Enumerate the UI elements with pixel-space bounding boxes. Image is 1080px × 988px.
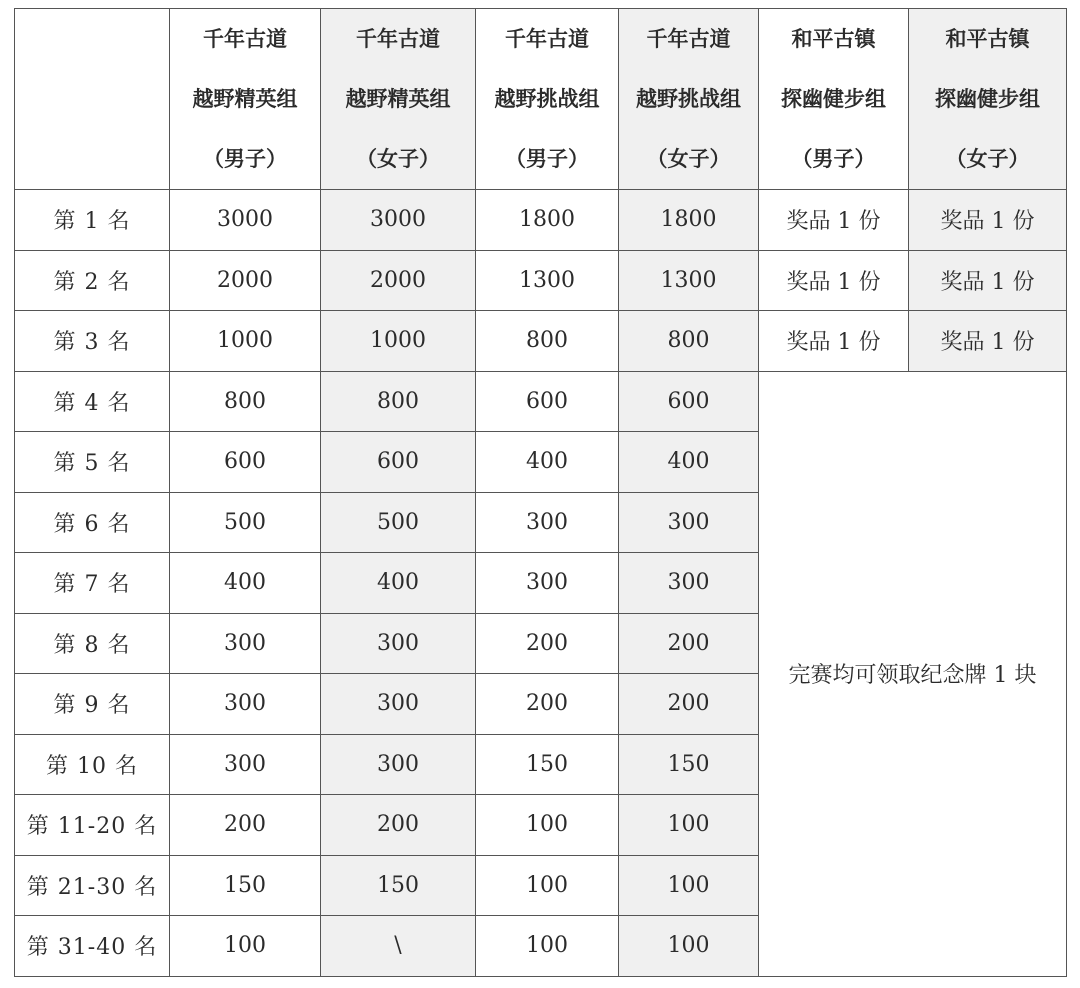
table-cell: 800 — [619, 311, 759, 372]
table-cell: 300 — [476, 553, 619, 614]
table-cell: 300 — [321, 613, 476, 674]
header-walk-men — [759, 9, 909, 190]
header-walk-women — [909, 9, 1067, 190]
table-cell: 100 — [619, 795, 759, 856]
rank-cell: 第 21-30 名 — [15, 855, 170, 916]
table-cell: 800 — [321, 371, 476, 432]
rank-cell: 第 2 名 — [15, 250, 170, 311]
rank-cell: 第 9 名 — [15, 674, 170, 735]
header-line: 千年古道 — [356, 26, 440, 51]
header-line: 和平古镇 — [945, 26, 1030, 51]
table-cell: 300 — [619, 553, 759, 614]
table-cell: 1000 — [170, 311, 321, 372]
table-cell: 150 — [476, 734, 619, 795]
table-cell: 600 — [321, 432, 476, 493]
table-cell: 1000 — [321, 311, 476, 372]
corner-cell — [15, 9, 170, 190]
table-cell: 100 — [476, 855, 619, 916]
header-line: 千年古道 — [203, 26, 287, 51]
header-line: （男子） — [791, 146, 876, 171]
table-cell: 100 — [476, 916, 619, 977]
table-cell: 奖品 1 份 — [909, 190, 1067, 251]
header-line: 越野挑战组 — [494, 86, 600, 111]
merged-note-cell: 完赛均可领取纪念牌 1 块 — [759, 371, 1067, 976]
table-cell: 1300 — [476, 250, 619, 311]
table-cell: 300 — [619, 492, 759, 553]
table-cell: 600 — [619, 371, 759, 432]
header-line: 越野精英组 — [192, 86, 298, 111]
header-line: 和平古镇 — [791, 26, 876, 51]
table-cell: 1300 — [619, 250, 759, 311]
table-row — [15, 311, 1067, 372]
table-cell: 100 — [476, 795, 619, 856]
rank-cell: 第 4 名 — [15, 371, 170, 432]
header-line: （男子） — [505, 146, 589, 171]
table-cell: 200 — [170, 795, 321, 856]
table-cell: 1800 — [619, 190, 759, 251]
header-challenge-men — [476, 9, 619, 190]
table-cell: 500 — [170, 492, 321, 553]
table-row — [15, 250, 1067, 311]
table-cell: 奖品 1 份 — [759, 311, 909, 372]
header-line: 探幽健步组 — [935, 86, 1040, 111]
table-cell: 400 — [170, 553, 321, 614]
table-cell: 800 — [170, 371, 321, 432]
header-line: 越野精英组 — [345, 86, 451, 111]
header-elite-men — [170, 9, 321, 190]
table-cell: 奖品 1 份 — [909, 311, 1067, 372]
table-cell: 3000 — [170, 190, 321, 251]
header-line: （女子） — [945, 146, 1030, 171]
table-cell: 1800 — [476, 190, 619, 251]
header-line: （女子） — [356, 146, 440, 171]
table-cell: 200 — [476, 674, 619, 735]
table-cell: 500 — [321, 492, 476, 553]
rank-cell: 第 6 名 — [15, 492, 170, 553]
table-row — [15, 190, 1067, 251]
table-cell: 300 — [170, 674, 321, 735]
table-cell: 200 — [619, 613, 759, 674]
table-cell: 150 — [321, 855, 476, 916]
rank-cell: 第 8 名 — [15, 613, 170, 674]
table-cell: 100 — [170, 916, 321, 977]
table-cell: 奖品 1 份 — [759, 250, 909, 311]
table-cell: 200 — [476, 613, 619, 674]
rank-cell: 第 1 名 — [15, 190, 170, 251]
table-cell: 2000 — [170, 250, 321, 311]
table-cell: 奖品 1 份 — [759, 190, 909, 251]
table-cell: 奖品 1 份 — [909, 250, 1067, 311]
header-row — [15, 9, 1067, 190]
table-cell: 300 — [321, 674, 476, 735]
table-cell: 300 — [321, 734, 476, 795]
table-cell: 400 — [619, 432, 759, 493]
table-cell: \ — [321, 916, 476, 977]
rank-cell: 第 3 名 — [15, 311, 170, 372]
table-cell: 2000 — [321, 250, 476, 311]
rank-cell: 第 7 名 — [15, 553, 170, 614]
table-cell: 200 — [619, 674, 759, 735]
header-line: 千年古道 — [646, 26, 731, 51]
prize-table — [14, 8, 1067, 977]
table-cell: 300 — [170, 734, 321, 795]
table-cell: 300 — [170, 613, 321, 674]
table-cell: 300 — [476, 492, 619, 553]
header-line: 探幽健步组 — [781, 86, 886, 111]
rank-cell: 第 31-40 名 — [15, 916, 170, 977]
table-cell: 400 — [321, 553, 476, 614]
header-line: 千年古道 — [505, 26, 589, 51]
table-cell: 3000 — [321, 190, 476, 251]
header-line: 越野挑战组 — [636, 86, 741, 111]
table-cell: 600 — [476, 371, 619, 432]
header-challenge-women — [619, 9, 759, 190]
table-cell: 150 — [619, 734, 759, 795]
header-elite-women — [321, 9, 476, 190]
table-cell: 100 — [619, 916, 759, 977]
header-line: （女子） — [646, 146, 731, 171]
table-cell: 100 — [619, 855, 759, 916]
table-cell: 600 — [170, 432, 321, 493]
table-cell: 400 — [476, 432, 619, 493]
table-cell: 800 — [476, 311, 619, 372]
table-cell: 200 — [321, 795, 476, 856]
table-row — [15, 371, 1067, 432]
header-line: （男子） — [203, 146, 287, 171]
rank-cell: 第 5 名 — [15, 432, 170, 493]
rank-cell: 第 11-20 名 — [15, 795, 170, 856]
rank-cell: 第 10 名 — [15, 734, 170, 795]
table-cell: 150 — [170, 855, 321, 916]
